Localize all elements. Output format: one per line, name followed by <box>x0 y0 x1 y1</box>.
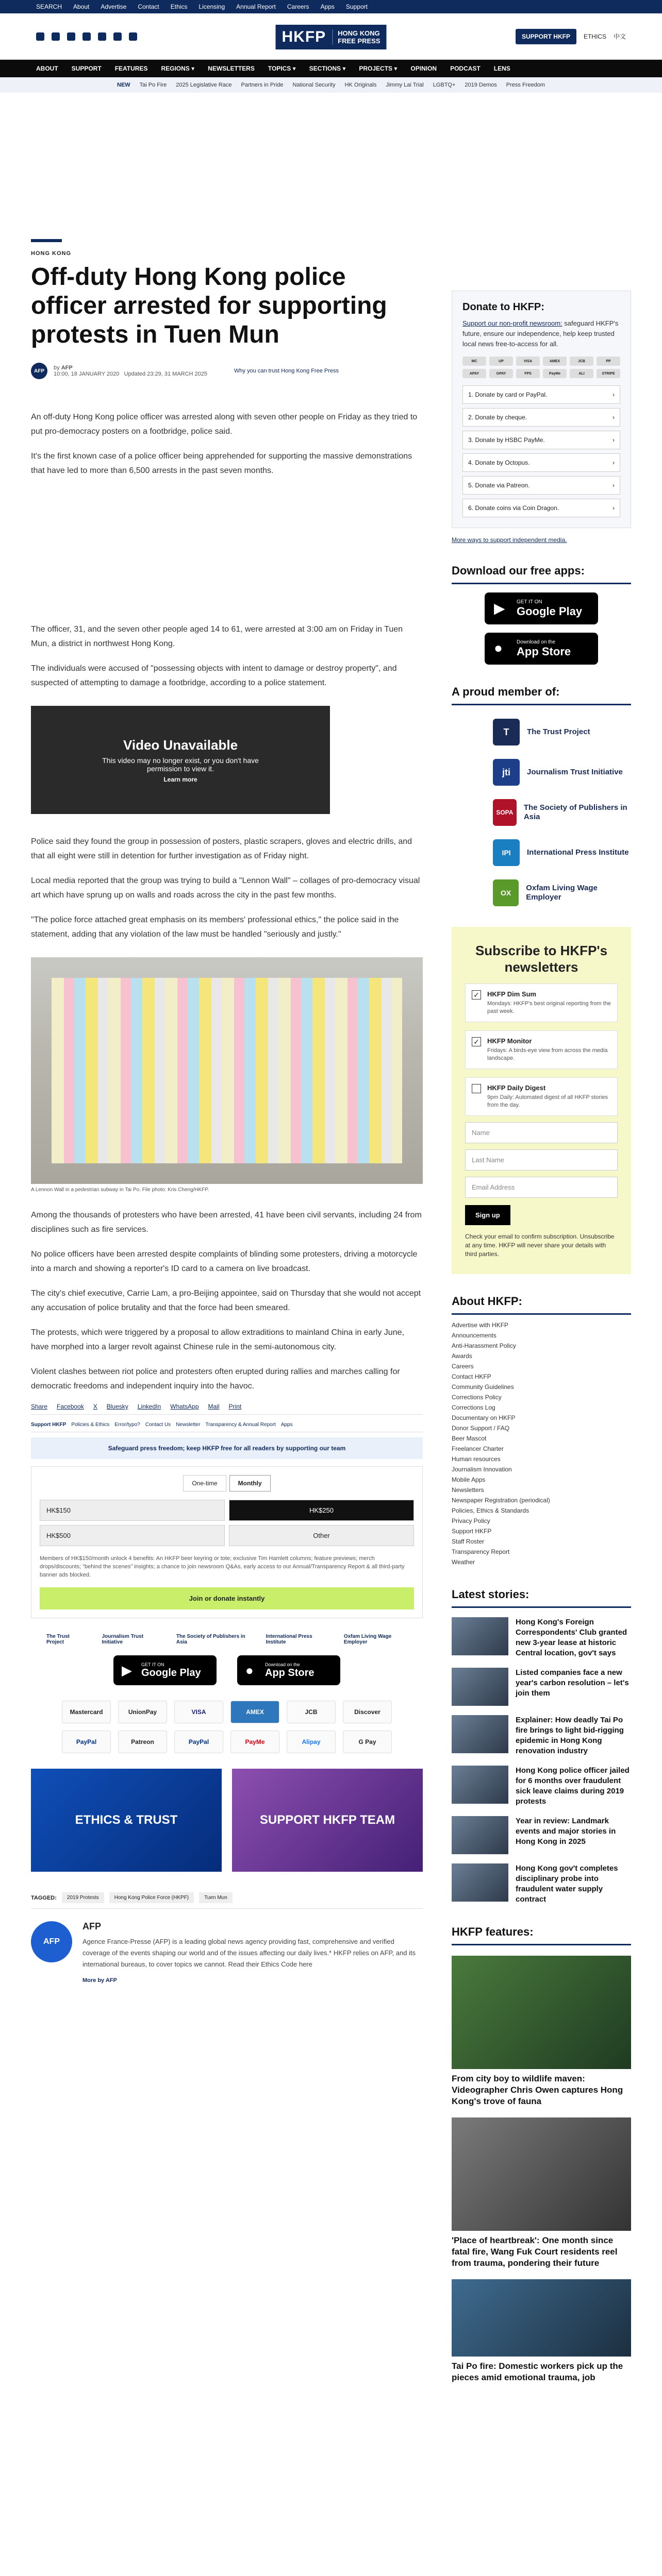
member-heading: A proud member of: <box>452 685 631 705</box>
story-thumbnail[interactable] <box>452 1766 508 1804</box>
about-link[interactable]: Awards <box>452 1352 472 1360</box>
about-link[interactable]: Human resources <box>452 1455 501 1463</box>
latest-story[interactable] <box>452 1617 631 1658</box>
pay-logo: JCB <box>570 357 593 366</box>
more-by-author-link[interactable]: More by AFP <box>82 1977 117 1984</box>
donation-method[interactable] <box>462 431 620 449</box>
sidebar-google-play[interactable] <box>485 592 598 624</box>
photo-caption: A Lennon Wall in a pedestrian subway in Tai Po. File photo: Kris Cheng/HKFP. <box>31 1187 209 1193</box>
member-mark: IPI <box>493 839 520 866</box>
footer-link[interactable]: Error/typo? <box>114 1422 140 1428</box>
about-link[interactable]: Announcements <box>452 1332 496 1339</box>
instagram-icon[interactable] <box>67 32 75 41</box>
member-logo[interactable] <box>452 879 631 906</box>
payment-logo: UnionPay <box>118 1701 167 1723</box>
paragraph: The protests, which were triggered by a proposal to allow extraditions to mainland China in early June, have morphed into a larger revolt against Chinese rule in the semi-autonomous city. <box>31 1328 404 1351</box>
story-title[interactable]: Listed companies face a new year's carbon resolution – let's join them <box>516 1668 629 1698</box>
topbar-ethics[interactable]: Ethics <box>170 3 188 10</box>
site-header <box>0 13 662 60</box>
payment-methods <box>31 1701 423 1753</box>
story-title[interactable]: Hong Kong police officer jailed for 6 months over fraudulent sick leave claims during 2019 protests <box>516 1766 630 1806</box>
jti-logo[interactable]: Journalism Trust Initiative <box>102 1634 144 1645</box>
trending-item[interactable]: National Security <box>292 82 336 88</box>
newsletter-fine-print: Check your email to confirm subscription. Unsubscribe at any time. HKFP will never share your details with third parties. <box>465 1233 615 1258</box>
method-label: 6. Donate coins via Coin Dragon. <box>468 504 559 512</box>
footer-links <box>31 1422 423 1432</box>
trending-item[interactable]: HK Originals <box>344 82 377 88</box>
method-label: 2. Donate by cheque. <box>468 414 527 421</box>
topbar-apps[interactable]: Apps <box>320 3 335 10</box>
first-name-field[interactable]: Name <box>465 1122 618 1143</box>
article-category[interactable]: HONG KONG <box>31 250 72 257</box>
about-link[interactable]: Support HKFP <box>452 1528 492 1535</box>
about-link[interactable]: Mobile Apps <box>452 1476 486 1483</box>
share-bar <box>31 1403 423 1415</box>
main-nav <box>0 60 662 77</box>
chevron-right-icon: › <box>613 459 615 466</box>
telegram-icon[interactable] <box>98 32 106 41</box>
nav-projects[interactable]: PROJECTS ▾ <box>359 65 398 72</box>
payment-logo: PayMe <box>230 1731 279 1753</box>
feature-image[interactable] <box>452 2279 631 2357</box>
newsletter-desc: Mondays: HKFP's best original reporting from the past week. <box>487 1001 611 1014</box>
paragraph: "The police force attached great emphasis on its members' professional ethics," the police said in the statement, adding that any violation of the law must be handled "seriously and justly." <box>31 916 399 939</box>
tag-list <box>31 1892 423 1909</box>
google-play-badge[interactable] <box>113 1655 217 1685</box>
author-avatar[interactable]: AFP <box>31 363 47 379</box>
tag[interactable]: Tuen Mun <box>199 1892 233 1903</box>
frequency-toggle <box>40 1475 414 1492</box>
topbar-contact[interactable]: Contact <box>138 3 159 10</box>
top-bar <box>0 0 662 13</box>
donation-widget <box>31 1466 423 1618</box>
ad-space <box>31 478 423 612</box>
newsletter-desc: 9pm Daily: Automated digest of all HKFP stories from the day. <box>487 1094 608 1108</box>
share-whatsapp[interactable]: WhatsApp <box>170 1403 199 1410</box>
features-heading: HKFP features: <box>452 1925 631 1945</box>
chevron-right-icon: › <box>613 504 615 512</box>
latest-story[interactable] <box>452 1668 631 1706</box>
nav-support[interactable]: SUPPORT <box>71 65 102 72</box>
story-thumbnail[interactable] <box>452 1816 508 1854</box>
topbar-about[interactable]: About <box>73 3 90 10</box>
pay-logo: PayMe <box>543 369 567 378</box>
email-field[interactable]: Email Address <box>465 1177 618 1198</box>
author-box-name[interactable]: AFP <box>82 1921 101 1931</box>
amount-500[interactable]: HK$500 <box>40 1525 225 1546</box>
logo-text <box>332 29 386 45</box>
safeguard-banner[interactable]: Safeguard press freedom; keep HKFP free for all readers by supporting our team <box>31 1437 423 1459</box>
updated-date: Updated 23:29, 31 MARCH 2025 <box>124 371 208 377</box>
newsletter-option[interactable] <box>465 1030 618 1069</box>
about-link[interactable]: Freelancer Charter <box>452 1445 504 1452</box>
share-bluesky[interactable]: Bluesky <box>106 1403 128 1410</box>
newsletter-title: Subscribe to HKFP's newsletters <box>475 943 608 975</box>
byline-text <box>54 365 207 377</box>
tag[interactable]: 2019 Protests <box>62 1892 104 1903</box>
logo-mark: HKFP <box>282 28 326 45</box>
as-line1: Download on the <box>265 1662 300 1667</box>
chevron-right-icon: › <box>613 414 615 421</box>
payment-logo: PayPal <box>62 1731 111 1753</box>
method-label: 5. Donate via Patreon. <box>468 482 530 489</box>
chevron-right-icon: › <box>613 436 615 444</box>
member-logo[interactable] <box>452 799 631 826</box>
about-link[interactable]: Beer Mascot <box>452 1435 487 1442</box>
tagged-label: TAGGED: <box>31 1894 57 1901</box>
play-icon: ▶ <box>494 600 505 616</box>
payment-logo: G Pay <box>343 1731 392 1753</box>
topbar-careers[interactable]: Careers <box>287 3 309 10</box>
donation-method[interactable] <box>462 408 620 427</box>
member-mark: T <box>493 719 520 745</box>
donation-method[interactable] <box>462 499 620 517</box>
member-logo[interactable] <box>452 759 631 786</box>
member-perks: Members of HK$150/month unlock 4 benefits: An HKFP beer keyring or tote; exclusive Tim Hamlett columns; feature previews; merch drops/discounts; "behind the scenes" insights; a chance to join newsroom Q&As, early access to our Annual/Transparency Report & all third-party banner ads blocked. <box>40 1555 405 1578</box>
video-message: This video may no longer exist, or you don't have permission to view it. <box>102 756 259 773</box>
checkbox-checked[interactable]: ✓ <box>472 1037 481 1046</box>
ethics-banner[interactable]: ETHICS & TRUST <box>31 1769 222 1872</box>
checkbox-checked[interactable]: ✓ <box>472 990 481 999</box>
article-photo <box>31 957 423 1184</box>
donate-text: safeguard HKFP's future, ensure our independence, help keep trusted local news free-to-access for all. <box>462 319 619 348</box>
about-link[interactable]: Careers <box>452 1363 474 1370</box>
feature-story[interactable] <box>452 2117 631 2269</box>
gp-line1: GET IT ON <box>517 599 542 605</box>
join-donate-button[interactable]: Join or donate instantly <box>40 1587 414 1609</box>
video-title: Video Unavailable <box>123 737 238 753</box>
new-label: NEW <box>117 82 130 88</box>
donate-intro <box>462 318 620 349</box>
support-team-banner[interactable]: SUPPORT HKFP TEAM <box>232 1769 423 1872</box>
latest-story[interactable] <box>452 1863 631 1905</box>
membership-logos <box>31 1634 423 1645</box>
author-box <box>31 1921 423 1984</box>
gp-line1: GET IT ON <box>141 1662 164 1667</box>
footer-link[interactable]: Newsletter <box>176 1422 201 1428</box>
about-link[interactable]: Anti-Harassment Policy <box>452 1342 516 1349</box>
feature-title[interactable]: From city boy to wildlife maven: Videographer Chris Owen captures Hong Kong's trove of fauna <box>452 2074 623 2106</box>
donate-link[interactable]: Support our non-profit newsroom: <box>462 319 562 327</box>
member-mark: SOPA <box>493 799 517 826</box>
nav-opinion[interactable]: OPINION <box>410 65 437 72</box>
by-prefix: by <box>54 365 60 371</box>
pay-logo: UP <box>489 357 513 366</box>
share-label[interactable]: Share <box>31 1403 48 1410</box>
pay-logo: ALI <box>570 369 593 378</box>
donate-title: Donate to HKFP: <box>462 301 544 313</box>
as-line1: Download on the <box>517 639 556 645</box>
byline <box>31 363 423 379</box>
promo-banners <box>31 1769 423 1872</box>
payment-logo: Mastercard <box>62 1701 111 1723</box>
about-link[interactable]: Donor Support / FAQ <box>452 1425 510 1432</box>
method-label: 3. Donate by HSBC PayMe. <box>468 436 545 444</box>
about-link[interactable]: Policies, Ethics & Standards <box>452 1507 529 1514</box>
member-name: The Society of Publishers in Asia <box>523 803 627 821</box>
story-title[interactable]: Hong Kong gov't completes disciplinary probe into fraudulent water supply contract <box>516 1864 618 1904</box>
about-links <box>452 1320 631 1567</box>
payment-logo: VISA <box>174 1701 223 1723</box>
sidebar-app-store[interactable] <box>485 633 598 665</box>
pay-logo: GPAY <box>489 369 513 378</box>
story-thumbnail[interactable] <box>452 1715 508 1753</box>
amount-options <box>40 1500 414 1546</box>
apple-icon: ● <box>494 640 503 656</box>
trending-bar <box>0 77 662 93</box>
about-link[interactable]: Advertise with HKFP <box>452 1321 509 1329</box>
trending-item[interactable]: LGBTQ+ <box>433 82 456 88</box>
nav-regions[interactable]: REGIONS ▾ <box>161 65 195 72</box>
about-link[interactable]: Staff Roster <box>452 1538 485 1545</box>
trust-project-logo[interactable]: The Trust Project <box>46 1634 70 1645</box>
author-box-avatar[interactable]: AFP <box>31 1921 72 1962</box>
publish-date: 10:00, 18 JANUARY 2020 <box>54 371 120 377</box>
payment-logo: Patreon <box>118 1731 167 1753</box>
feature-title[interactable]: Tai Po fire: Domestic workers pick up the pieces amid emotional trauma, job <box>452 2361 623 2382</box>
threads-icon[interactable] <box>113 32 122 41</box>
member-mark: jti <box>493 759 520 786</box>
logo-line2: FREE PRESS <box>338 37 380 45</box>
accent-bar <box>31 239 62 242</box>
about-link[interactable]: Privacy Policy <box>452 1517 490 1524</box>
newsletter-option[interactable] <box>465 1077 618 1116</box>
member-logo[interactable] <box>452 719 631 745</box>
signup-button[interactable]: Sign up <box>465 1205 510 1225</box>
pay-logo: AMEX <box>543 357 567 366</box>
topbar-advertise[interactable]: Advertise <box>101 3 127 10</box>
pay-logo: FPS <box>516 369 540 378</box>
gp-line2: Google Play <box>517 604 583 618</box>
latest-story[interactable] <box>452 1816 631 1854</box>
topbar-annual-report[interactable]: Annual Report <box>236 3 276 10</box>
video-embed[interactable] <box>31 706 330 814</box>
share-print[interactable]: Print <box>228 1403 242 1410</box>
trending-item[interactable]: Press Freedom <box>506 82 545 88</box>
share-mail[interactable]: Mail <box>208 1403 220 1410</box>
method-label: 4. Donate by Octopus. <box>468 459 530 466</box>
sopa-logo[interactable]: The Society of Publishers in Asia <box>176 1634 245 1645</box>
lennon-wall-image <box>52 978 402 1163</box>
member-logo[interactable] <box>452 839 631 866</box>
feature-title[interactable]: 'Place of heartbreak': One month since fatal fire, Wang Fuk Court residents reel from trauma, pondering their future <box>452 2235 618 2268</box>
paragraph: Local media reported that the group was trying to build a "Lennon Wall" – collages of pro-democracy visual art which have sprung up on walls and roads across the city in the past few months. <box>31 876 420 900</box>
trending-item[interactable]: Jimmy Lai Trial <box>386 82 424 88</box>
as-line2: App Store <box>265 1667 315 1679</box>
about-link[interactable]: Transparency Report <box>452 1548 510 1555</box>
sidebar-payment-logos <box>462 357 620 378</box>
about-link[interactable]: Newsletters <box>452 1486 484 1494</box>
checkbox[interactable] <box>472 1084 481 1093</box>
nav-about[interactable]: ABOUT <box>36 65 58 72</box>
trust-link[interactable]: Why you can trust Hong Kong Free Press <box>234 368 339 374</box>
paragraph: An off-duty Hong Kong police officer was arrested along with seven other people on Friday as they tried to put pro-democracy posters on a footbridge, police said. <box>31 413 418 436</box>
footer-link[interactable]: Contact Us <box>145 1422 171 1428</box>
pay-logo: VISA <box>516 357 540 366</box>
app-stores <box>31 1655 423 1685</box>
nav-podcast[interactable]: PODCAST <box>450 65 481 72</box>
site-logo[interactable] <box>275 25 386 49</box>
oxfam-logo[interactable]: Oxfam Living Wage Employer <box>343 1634 392 1645</box>
chevron-right-icon: › <box>613 391 615 398</box>
about-link[interactable]: Contact HKFP <box>452 1373 491 1380</box>
member-name: Oxfam Living Wage Employer <box>526 884 598 902</box>
article-main <box>31 208 423 1984</box>
play-icon: ▶ <box>122 1663 132 1678</box>
newsletter-option[interactable] <box>465 984 618 1022</box>
footer-link[interactable]: Policies & Ethics <box>71 1422 110 1428</box>
nav-features[interactable]: FEATURES <box>114 65 148 72</box>
tag[interactable]: Hong Kong Police Force (HKPF) <box>109 1892 194 1903</box>
facebook-icon[interactable] <box>36 32 44 41</box>
latest-story[interactable] <box>452 1766 631 1807</box>
about-link[interactable]: Community Guidelines <box>452 1383 514 1391</box>
latest-story[interactable] <box>452 1715 631 1756</box>
donation-method[interactable] <box>462 453 620 472</box>
apple-icon: ● <box>245 1663 254 1678</box>
feature-image[interactable] <box>452 1956 631 2069</box>
nav-newsletters[interactable]: NEWSLETTERS <box>208 65 255 72</box>
payment-logo: JCB <box>287 1701 336 1723</box>
amount-other[interactable]: Other <box>229 1525 414 1546</box>
donation-method[interactable] <box>462 476 620 495</box>
gp-line2: Google Play <box>141 1667 201 1679</box>
ipi-logo[interactable]: International Press Institute <box>266 1634 312 1645</box>
paragraph: Police said they found the group in possession of posters, plastic scrapers, gloves and electric drills, and that all eight were still in detention for further investigation as of Friday night. <box>31 837 412 860</box>
ethics-link[interactable]: ETHICS <box>583 32 606 40</box>
payment-logo: PayPal <box>174 1731 223 1753</box>
amount-150[interactable]: HK$150 <box>40 1500 225 1521</box>
story-thumbnail[interactable] <box>452 1668 508 1706</box>
pay-logo: APAY <box>462 369 486 378</box>
member-name: The Trust Project <box>527 727 590 736</box>
paragraph: It's the first known case of a police officer being apprehended for supporting the massive demonstrations that have led to more than 6,500 arrests in the past seven months. <box>31 452 412 475</box>
paragraph: The city's chief executive, Carrie Lam, a pro-Beijing appointee, said on Thursday that she would not accept any accusation of police brutality and that the force had been smeared. <box>31 1289 421 1312</box>
chinese-link[interactable]: 中文 <box>613 33 626 40</box>
author-box-desc: Agence France-Presse (AFP) is a leading global news agency providing fast, comprehensive and verified coverage of the events shaping our world and of the issues affecting our daily lives.* HKFP relies on AFP, and its international bureaus, to cover topics we cannot. Read their Ethics Code here <box>82 1938 416 1968</box>
chevron-right-icon: › <box>613 482 615 489</box>
more-ways-link[interactable]: More ways to support independent media. <box>452 536 567 544</box>
payment-logo: Alipay <box>287 1731 336 1753</box>
rss-icon[interactable] <box>129 32 137 41</box>
share-x[interactable]: X <box>93 1403 97 1410</box>
donation-methods <box>462 385 620 517</box>
story-title[interactable]: Explainer: How deadly Tai Po fire brings to light bid-rigging epidemic in Hong Kong renovation industry <box>516 1716 624 1755</box>
footer-link[interactable]: Transparency & Annual Report <box>205 1422 276 1428</box>
logo-line1: HONG KONG <box>338 29 380 37</box>
member-name: Journalism Trust Initiative <box>527 768 623 776</box>
author-link[interactable]: AFP <box>61 365 73 371</box>
social-icons <box>36 32 137 41</box>
video-learn-more[interactable]: Learn more <box>163 775 197 783</box>
about-link[interactable]: Newspaper Registration (periodical) <box>452 1497 550 1504</box>
trending-item[interactable]: 2019 Demos <box>465 82 497 88</box>
story-title[interactable]: Year in review: Landmark events and major stories in Hong Kong in 2025 <box>516 1817 616 1846</box>
trending-item[interactable]: 2025 Legislative Race <box>176 82 232 88</box>
feature-image[interactable] <box>452 2117 631 2231</box>
monthly-option[interactable]: Monthly <box>229 1475 271 1492</box>
one-time-option[interactable]: One-time <box>183 1475 226 1492</box>
topbar-support[interactable]: Support <box>345 3 368 10</box>
newsletter-signup <box>452 927 631 1274</box>
support-hkfp-button[interactable]: SUPPORT HKFP <box>516 29 576 44</box>
search-link[interactable]: SEARCH <box>36 3 62 10</box>
as-line2: App Store <box>517 645 571 658</box>
share-facebook[interactable]: Facebook <box>57 1403 84 1410</box>
newsletter-name: HKFP Dim Sum <box>487 990 537 998</box>
story-thumbnail[interactable] <box>452 1863 508 1902</box>
donation-method[interactable] <box>462 385 620 404</box>
newsletter-desc: Fridays: A birds-eye view from across the media landscape. <box>487 1047 608 1061</box>
member-mark: OX <box>493 879 519 906</box>
payment-logo: AMEX <box>230 1701 279 1723</box>
about-link[interactable]: Corrections Policy <box>452 1394 502 1401</box>
story-thumbnail[interactable] <box>452 1617 508 1655</box>
trending-item[interactable]: Partners in Pride <box>241 82 284 88</box>
paragraph: The officer, 31, and the seven other people aged 14 to 61, were arrested at 3:00 am on Friday in Tuen Mun, a district in northwest Hong Kong. <box>31 625 403 648</box>
article-title: Off-duty Hong Kong police officer arrested for supporting protests in Tuen Mun <box>31 263 387 348</box>
payment-logo: Discover <box>343 1701 392 1723</box>
paragraph: Among the thousands of protesters who have been arrested, 41 have been civil servants, including 24 from disciplines such as fire services. <box>31 1211 422 1234</box>
youtube-icon[interactable] <box>82 32 91 41</box>
x-icon[interactable] <box>52 32 60 41</box>
header-right <box>516 29 626 44</box>
last-name-field[interactable]: Last Name <box>465 1149 618 1171</box>
about-heading: About HKFP: <box>452 1295 631 1315</box>
nav-sections[interactable]: SECTIONS ▾ <box>309 65 346 72</box>
share-linkedin[interactable]: LinkedIn <box>137 1403 161 1410</box>
story-title[interactable]: Hong Kong's Foreign Correspondents' Club granted new 3-year lease at historic Central location, gov't says <box>516 1618 627 1657</box>
about-link[interactable]: Journalism Innovation <box>452 1466 512 1473</box>
member-name: International Press Institute <box>527 848 629 857</box>
pay-logo: MC <box>462 357 486 366</box>
amount-250[interactable]: HK$250 <box>229 1500 414 1521</box>
feature-story[interactable] <box>452 2279 631 2383</box>
feature-story[interactable] <box>452 1956 631 2107</box>
apps-heading: Download our free apps: <box>452 564 631 584</box>
donate-box <box>452 291 631 528</box>
about-link[interactable]: Weather <box>452 1558 475 1566</box>
paragraph: The individuals were accused of "possessing objects with intent to damage or destroy property", and suspected of attempting to damage a footbridge, according to a police statement. <box>31 664 397 687</box>
latest-heading: Latest stories: <box>452 1588 631 1608</box>
newsletter-name: HKFP Monitor <box>487 1037 532 1045</box>
nav-topics[interactable]: TOPICS ▾ <box>268 65 296 72</box>
pay-logo: PP <box>597 357 620 366</box>
footer-link-support[interactable]: Support HKFP <box>31 1422 67 1428</box>
paragraph: No police officers have been arrested despite complaints of blinding some protesters, driving a motorcycle into a march and showing a reporter's ID card to a camera on live broadcast. <box>31 1250 418 1273</box>
footer-link[interactable]: Apps <box>280 1422 293 1428</box>
trending-item[interactable]: Tai Po Fire <box>139 82 167 88</box>
app-store-badge[interactable] <box>237 1655 340 1685</box>
about-link[interactable]: Documentary on HKFP <box>452 1414 516 1421</box>
pay-logo: STRIPE <box>597 369 620 378</box>
newsletter-name: HKFP Daily Digest <box>487 1084 546 1092</box>
paragraph: Violent clashes between riot police and protesters often erupted during rallies and marches calling for democratic freedoms and independent inquiry into the havoc. <box>31 1367 400 1391</box>
nav-lens[interactable]: LENS <box>493 65 510 72</box>
sidebar <box>452 208 631 2383</box>
method-label: 1. Donate by card or PayPal. <box>468 391 548 398</box>
topbar-licensing[interactable]: Licensing <box>198 3 225 10</box>
about-link[interactable]: Corrections Log <box>452 1404 495 1411</box>
